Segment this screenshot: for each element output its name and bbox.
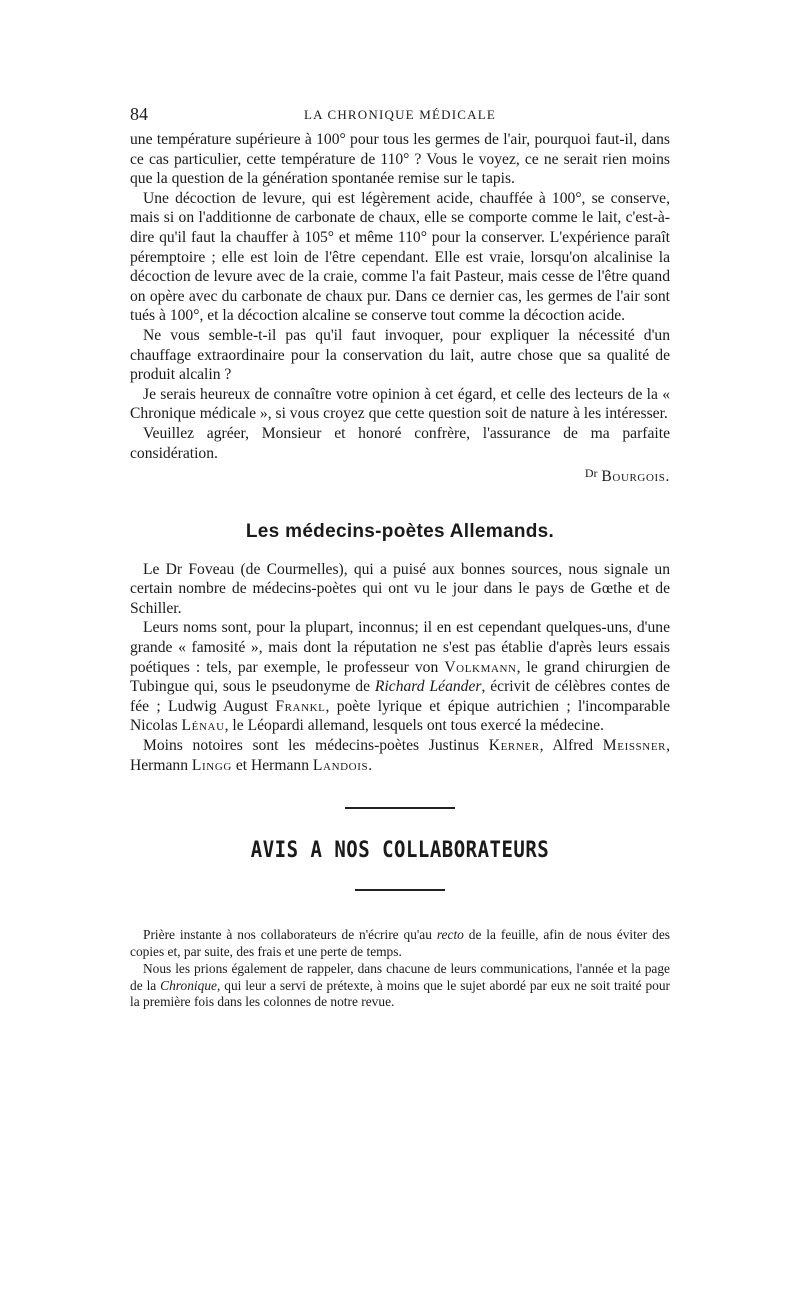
running-title: LA CHRONIQUE MÉDICALE (303, 107, 497, 122)
section-divider (345, 807, 455, 809)
signature-prefix: Dr (584, 466, 598, 481)
article-medecins-poetes (130, 560, 670, 776)
article-paragraph: Moins notoires sont les médecins-poètes Justinus Kerner, Alfred Meissner, Hermann Lingg et Hermann Landois. (130, 737, 670, 774)
signature (130, 464, 670, 487)
running-header (130, 104, 670, 126)
letter-paragraph: Ne vous semble-t-il pas qu'il faut invoquer, pour expliquer la nécessité d'un chauffage extraordinaire pour la conservation du lait, autre chose que sa qualité de produit alcalin ? (130, 326, 670, 384)
notice-avis (130, 927, 670, 1011)
name-leander: Richard Léander (374, 678, 482, 696)
name-meissner: Meissner (602, 737, 667, 755)
name-frankl: Frankl (275, 697, 326, 715)
word-chronique: Chronique (160, 977, 217, 993)
page-number: 84 (130, 104, 148, 124)
notice-paragraph: Prière instante à nos collaborateurs de n'écrire qu'au recto de la feuille, afin de nous éviter des copies et, par suite, des frais et une perte de temps. (130, 927, 670, 960)
word-recto: recto (436, 927, 464, 943)
name-volkmann: Volkmann (444, 658, 517, 676)
name-lenau: Lénau (181, 717, 225, 735)
section-title: AVIS A NOS COLLABORATEURS (250, 837, 550, 863)
letter-continuation (130, 130, 670, 487)
letter-paragraph: Je serais heureux de connaître votre opinion à cet égard, et celle des lecteurs de la « Chronique médicale », si vous croyez que cette question soit de nature à les intéresser. (130, 385, 670, 423)
name-kerner: Kerner (488, 737, 540, 755)
section-divider (355, 889, 445, 891)
letter-paragraph: Une décoction de levure, qui est légèrement acide, chauffée à 100°, se conserve, mais si on l'additionne de carbonate de chaux, elle se comporte comme le lait, c'est-à-dire qu'il faut la chauffer à 105° et même 110° pour la conserver. L'expérience paraît péremptoire ; elle est loin de l'être cependant. Elle est vraie, lorsqu'on alcalinise la décoction de levure avec de la craie, comme l'a fait Pasteur, mais cesse de l'être quand on opère avec du carbonate de chaux pur. Dans ce dernier cas, les germes de l'air sont tués à 100°, et la décoction alcaline se conserve tout comme la décoction acide. (130, 189, 670, 325)
letter-paragraph: une température supérieure à 100° pour tous les germes de l'air, pourquoi faut-il, dans ce cas particulier, cette température de 110° ? Vous le voyez, ce ne serait rien moins que la question de la génération spontanée remise sur le tapis. (130, 131, 670, 188)
signature-name: Bourgois. (601, 468, 670, 486)
name-lingg: Lingg (191, 756, 232, 774)
article-paragraph: Leurs noms sont, pour la plupart, inconnus; il en est cependant quelques-uns, d'une grande « famosité », mais dont la réputation ne s'est pas établie d'après leurs essais poétiques : tels, par exemple, le professeur von Volkmann, le grand chirurgien de Tubingue qui, sous le pseudonyme de Richard Léander, écrivit de célèbres contes de fée ; Ludwig August Frankl, poète lyrique et épique autrichien ; l'incomparable Nicolas Lénau, le Léopardi allemand, lesquels ont tous exercé la médecine. (130, 619, 670, 735)
section-title: Les médecins-poètes Allemands. (245, 520, 555, 542)
page-body (130, 130, 670, 1011)
article-paragraph: Le Dr Foveau (de Courmelles), qui a puisé aux bonnes sources, nous signale un certain nombre de médecins-poètes qui ont vu le jour dans le pays de Gœthe et de Schiller. (130, 560, 670, 617)
letter-paragraph: Veuillez agréer, Monsieur et honoré confrère, l'assurance de ma parfaite considération. (130, 424, 670, 462)
name-landois: Landois (312, 756, 369, 774)
notice-paragraph: Nous les prions également de rappeler, dans chacune de leurs communications, l'année et la page de la Chronique, qui leur a servi de prétexte, à moins que le sujet abordé par eux ne soit traité pour la première fois dans les colonnes de notre revue. (130, 960, 670, 1010)
